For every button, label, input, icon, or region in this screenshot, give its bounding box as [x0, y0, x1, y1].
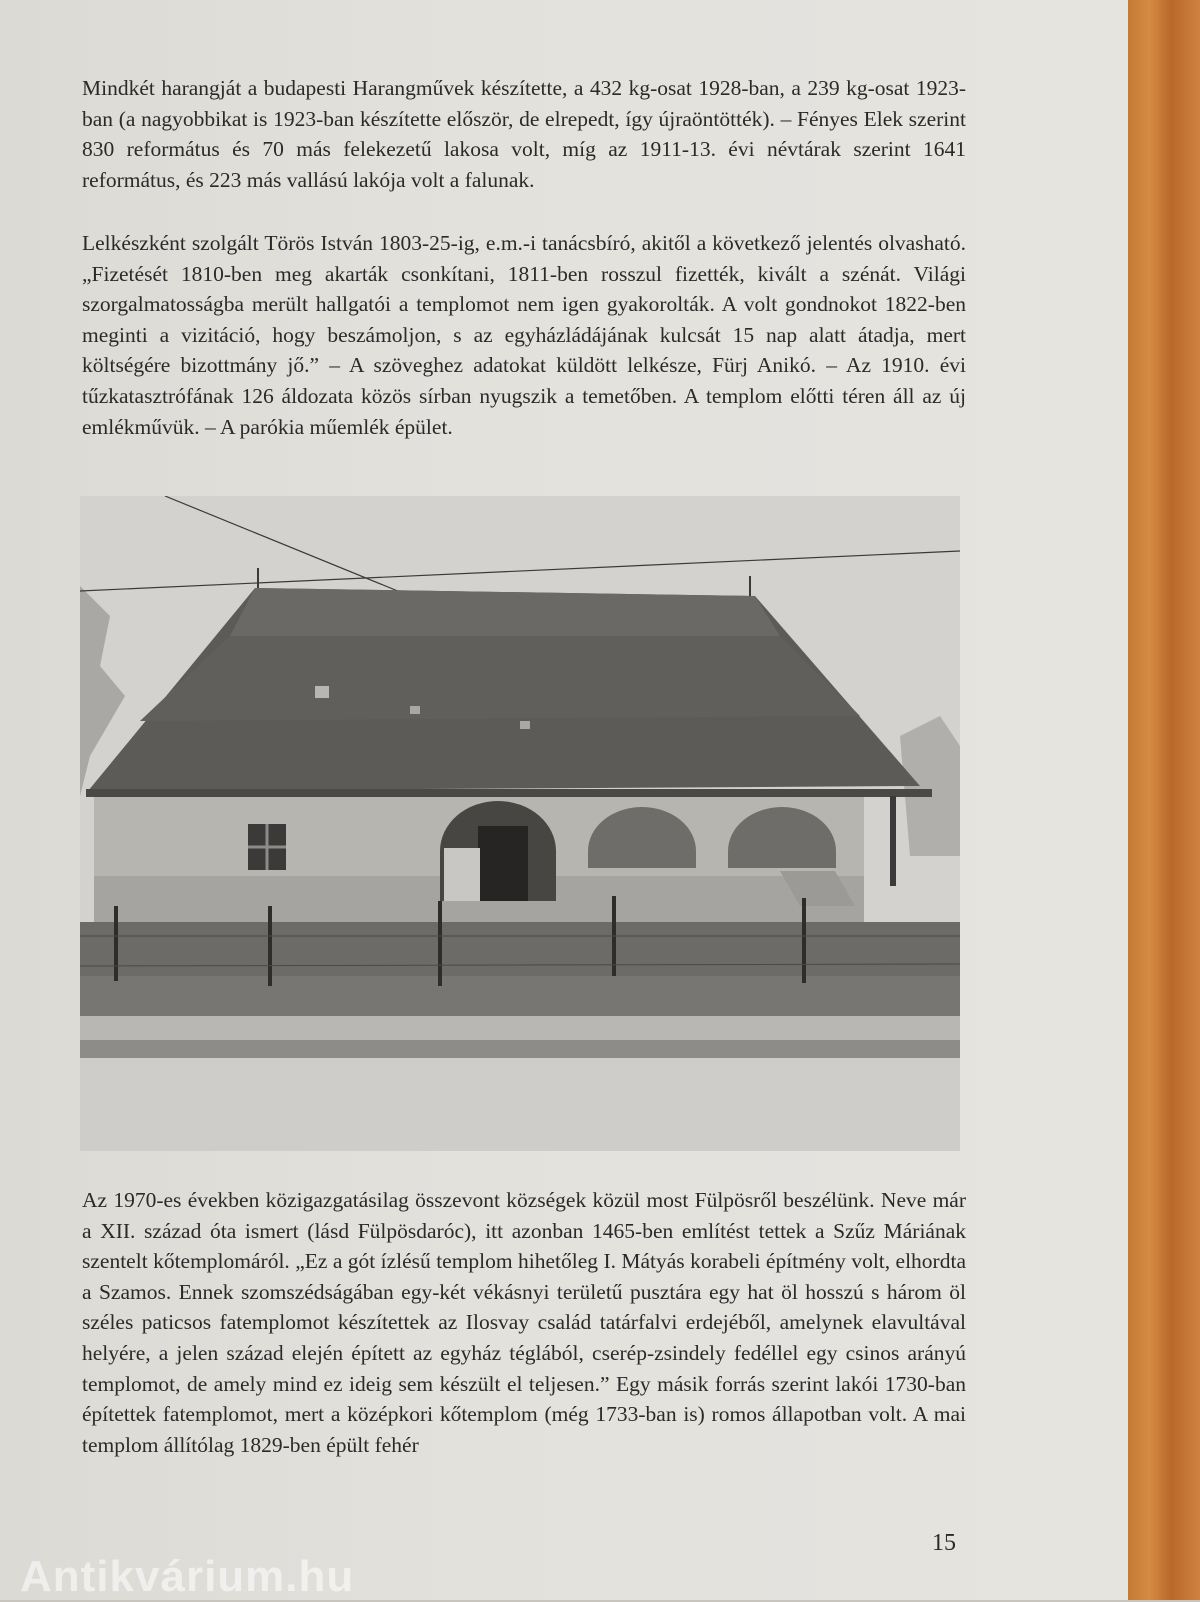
parish-house-photo: [80, 496, 960, 1151]
paragraph-fulpos: Az 1970-es években közigazgatásilag összevont községek közül most Fülpösről beszélünk. Neve már a XII. század óta ismert (lásd Fülpösdaróc), itt azonban 1465-ben említést tettek a Szűz Máriának szentelt kőtemplomáról. „Ez a gót ízlésű templom hihetőleg I. Mátyás korabeli építmény volt, elhordta a Szamos. Ennek szomszédságában egy-két vékásnyi területű pusztára egy hat öl hosszú s három öl széles paticsos fatemplomot készítettek az Ilosvay család tatárfalvi erdejéből, amelynek elavultával helyére, a jelen század elején épített az egyház téglából, cserép-zsindely fedéllel egy csinos arányú templomot, de amely mind ez ideig sem készült el teljesen.” Egy másik forrás szerint lakói 1730-ban építettek fatemplomot, mert a középkori kőtemplom (még 1733-ban is) romos állapotban volt. A mai templom állítólag 1829-ben épült fehér: [82, 1188, 966, 1457]
page-number: 15: [932, 1530, 956, 1556]
paragraph-bells: Mindkét harangját a budapesti Harangművek készítette, a 432 kg-osat 1928-ban, a 239 kg-osat 1923-ban (a nagyobbikat is 1923-ban készítette először, de elrepedt, így újraöntötték). – Fényes Elek szerint 830 református és 70 más felekezetű lakosa volt, míg az 1911-13. évi névtárak szerint 1641 református, és 223 más vallású lakója volt a falunak.: [82, 76, 966, 192]
watermark: Antikvárium.hu: [20, 1552, 355, 1601]
paragraph-pastor: Lelkészként szolgált Törös István 1803-25-ig, e.m.-i tanácsbíró, akitől a következő jelentés olvasható. „Fizetését 1810-ben meg akarták csonkítani, 1811-ben rosszul fizették, kivált a szénát. Világi szorgalmatosságba merült hallgatói a templomot nem igen gyakorolták. A volt gondnokot 1822-ben meginti a vizitáció, hogy beszámoljon, s az egyházládájának kulcsát 15 nap alatt átadja, mert költségére bizottmány jő.” – A szöveghez adatokat küldött lelkésze, Fürj Anikó. – Az 1910. évi tűzkatasztrófának 126 áldozata közös sírban nyugszik a temetőben. A templom előtti téren áll az új emlékművük. – A parókia műemlék épület.: [82, 231, 966, 439]
table-surface: [1128, 0, 1200, 1600]
